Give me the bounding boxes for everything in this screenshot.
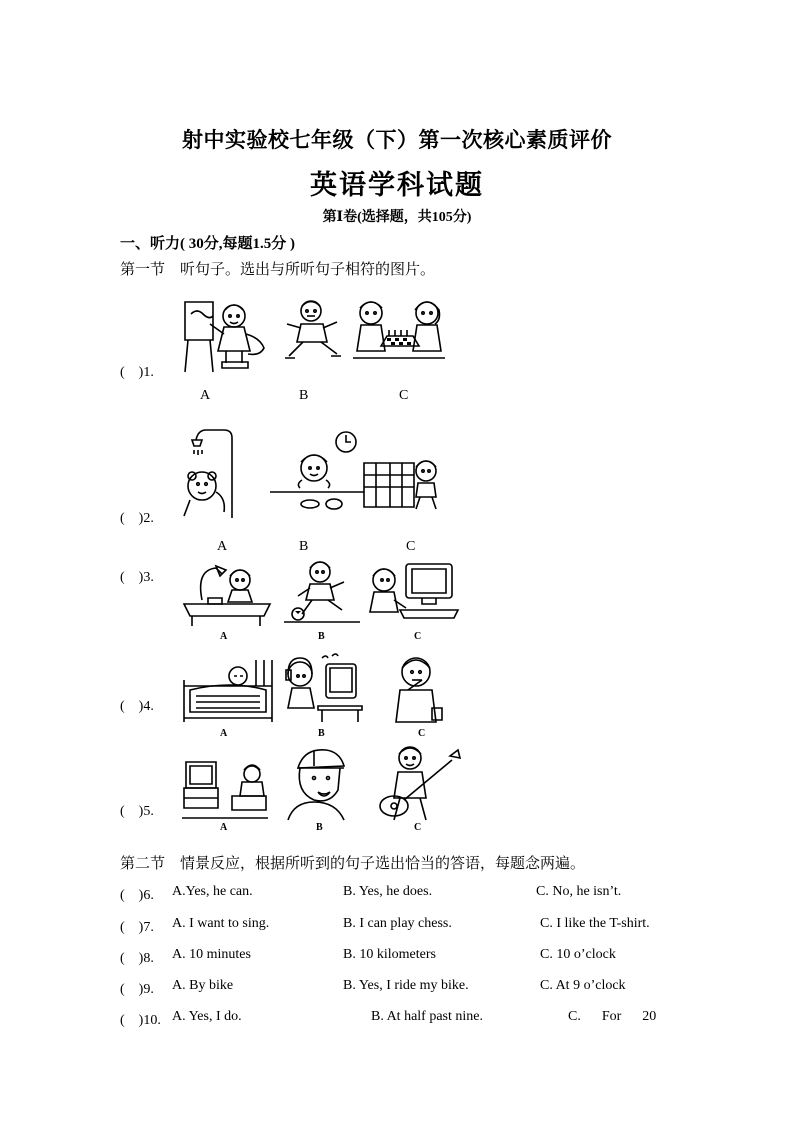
subject-title: 英语学科试题 — [310, 170, 484, 200]
option-label-b: B — [316, 822, 323, 833]
picture-1b-boy-kungfu — [283, 298, 343, 364]
option-label-c: C — [414, 631, 422, 642]
question-number: ( )2. — [120, 511, 154, 526]
option-label-a: A — [220, 631, 228, 642]
picture-2c-boy-going-to-school — [362, 455, 442, 511]
option-label-c: C — [406, 539, 416, 554]
option-b: B. Yes, he does. — [343, 884, 433, 899]
picture-1a-boy-painting — [182, 296, 272, 374]
volume-title: 第Ⅰ卷(选择题，共105分) — [322, 210, 472, 225]
question-number: ( )8. — [120, 951, 154, 966]
picture-4a-boy-sleeping-in-bed — [182, 656, 274, 724]
picture-5c-boy-playing-guitar — [372, 744, 462, 822]
option-b: B. I can play chess. — [343, 916, 452, 931]
picture-2a-boy-showering — [180, 428, 240, 518]
picture-4c-boy-brushing-teeth — [392, 652, 448, 724]
picture-1c-kids-playing-chess — [351, 298, 447, 364]
question-number: ( )3. — [120, 570, 154, 585]
option-c: C. For 20 — [568, 1009, 657, 1024]
option-label-c: C — [399, 388, 409, 403]
option-a: A. I want to sing. — [172, 916, 270, 931]
part-heading-listening: 一、听力( 30分,每题1.5分 ) — [120, 236, 295, 252]
option-label-a: A — [220, 728, 228, 739]
option-label-b: B — [299, 539, 309, 554]
picture-5b-boy-with-cap-talking — [284, 746, 354, 820]
picture-3a-boy-doing-homework — [182, 560, 272, 628]
picture-4b-girl-at-computer-with-headphones — [282, 654, 364, 724]
option-b: B. At half past nine. — [371, 1009, 483, 1024]
picture-3c-boy-using-computer — [366, 560, 462, 626]
option-b: B. 10 kilometers — [343, 947, 436, 962]
option-label-b: B — [318, 631, 325, 642]
option-label-a: A — [220, 822, 228, 833]
picture-3b-boy-playing-soccer — [282, 558, 362, 626]
question-number: ( )7. — [120, 920, 154, 935]
picture-2b-boy-eating-breakfast — [270, 430, 364, 516]
question-number: ( )10. — [120, 1013, 161, 1028]
section1-instruction: 第一节 听句子。选出与所听句子相符的图片。 — [120, 262, 436, 278]
question-number: ( )1. — [120, 365, 154, 380]
question-number: ( )5. — [120, 804, 154, 819]
option-c: C. 10 o’clock — [540, 947, 616, 962]
option-a: A. 10 minutes — [172, 947, 251, 962]
option-label-a: A — [200, 388, 211, 403]
question-number: ( )9. — [120, 982, 154, 997]
question-number: ( )6. — [120, 888, 154, 903]
option-a: A. Yes, I do. — [172, 1009, 242, 1024]
option-label-b: B — [299, 388, 309, 403]
option-label-c: C — [418, 728, 426, 739]
option-a: A. By bike — [172, 978, 234, 993]
option-label-b: B — [318, 728, 325, 739]
option-label-c: C — [414, 822, 422, 833]
option-c: C. No, he isn’t. — [536, 884, 622, 899]
option-a: A.Yes, he can. — [172, 884, 253, 899]
option-c: C. I like the T-shirt. — [540, 916, 650, 931]
option-c: C. At 9 o’clock — [540, 978, 626, 993]
section2-instruction: 第二节 情景反应，根据所听到的句子选出恰当的答语，每题念两遍。 — [120, 856, 586, 872]
option-label-a: A — [217, 539, 228, 554]
school-title: 射中实验校七年级（下）第一次核心素质评价 — [182, 128, 612, 152]
option-b: B. Yes, I ride my bike. — [343, 978, 469, 993]
question-number: ( )4. — [120, 699, 154, 714]
picture-5a-watching-tv — [182, 758, 268, 820]
